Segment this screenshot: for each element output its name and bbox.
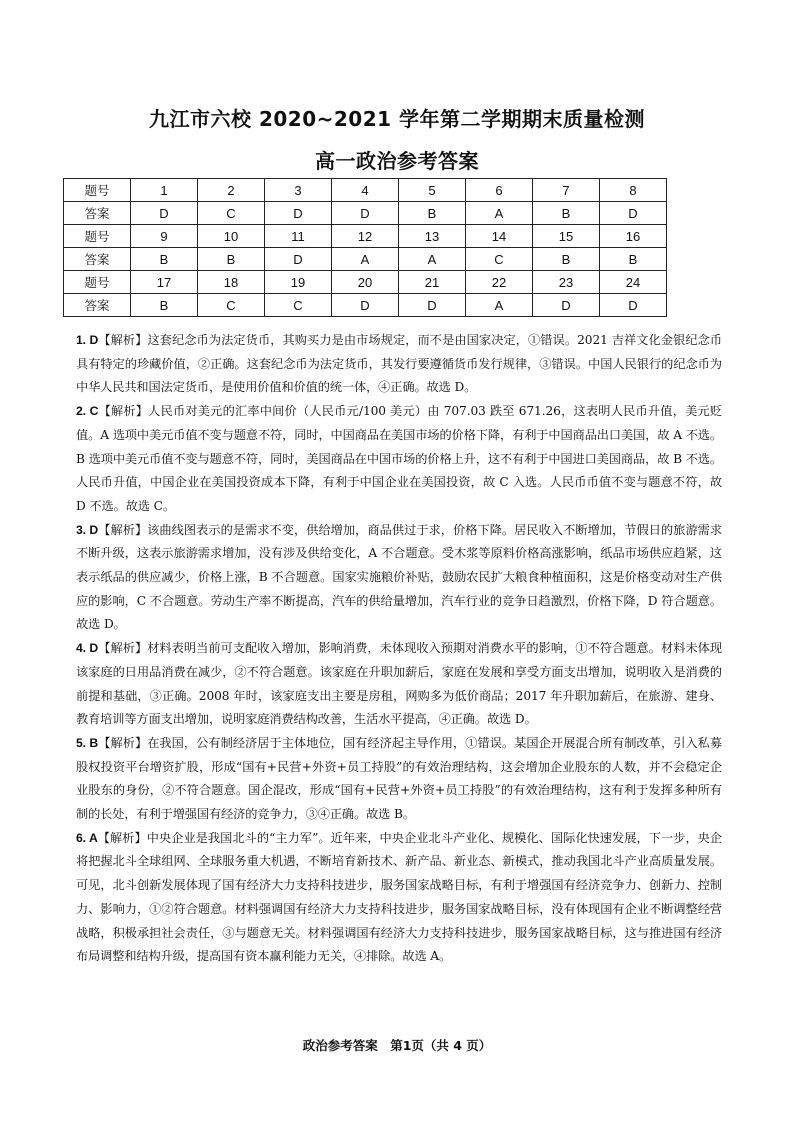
row-header-cell: 题号 [64,179,131,202]
explanation-paragraph [76,519,722,638]
table-cell: 11 [265,225,332,248]
row-header-cell: 题号 [64,225,131,248]
explanation-text: 【解析】该曲线图表示的是需求不变，供给增加，商品供过于求，价格下降。居民收入不断增加，节假日的旅游需求不断升级，这表示旅游需求增加，没有涉及供给变化，A 不合题意。受木浆等原料价格高涨影响，纸品市场供应趋紧，这表示纸品的供应减少，价格上涨，B 不合题意。国家实施粮价补贴，鼓励农民扩大粮食种植面积，这是价格变动对生产供应的影响，C 不合题意。劳动生产率不断提高，汽车的供给量增加，汽车行业的竞争日趋激烈，价格下降，D 符合题意。故选 D。 [76,522,723,632]
answer-table-row [64,202,667,225]
table-cell: C [198,202,265,225]
table-cell: D [265,202,332,225]
explanation-paragraph [76,400,722,519]
table-cell: 15 [533,225,600,248]
table-cell: 24 [600,271,667,294]
answer-table-row [64,271,667,294]
table-cell: 8 [600,179,667,202]
table-cell: 18 [198,271,265,294]
table-cell: D [265,248,332,271]
explanation-paragraph [76,329,722,400]
explanation-text: 【解析】中央企业是我国北斗的“主力军”。近年来，中央企业北斗产业化、规模化、国际化快速发展，下一步，央企将把握北斗全球组网、全球服务重大机遇，不断培育新技术、新产品、新业态、新模式，推动我国北斗产业高质量发展。可见，北斗创新发展体现了国有经济大力支持科技进步，服务国家战略目标，有利于增强国有经济竞争力、创新力、控制力、影响力，①②符合题意。材料强调国有经济大力支持科技进步，服务国家战略目标，没有体现国有企业不断调整经营战略，积极承担社会责任，③与题意无关。材料强调国有经济大力支持科技进步，服务国家战略目标，这与推进国有经济布局调整和结构升级，提高国有资本赢利能力无关，④排除。故选 A。 [76,830,723,964]
table-cell: D [332,202,399,225]
explanations [76,329,722,969]
table-cell: 14 [466,225,533,248]
explanation-text: 【解析】材料表明当前可支配收入增加，影响消费，未体现收入预期对消费水平的影响，①不符合题意。材料未体现该家庭的日用品消费在减少，②不符合题意。该家庭在升职加薪后，家庭在发展和享受方面支出增加，说明收入是消费的前提和基础，③正确。2008 年时，该家庭支出主要是房租，网购多为低价商品；2017 年升职加薪后，在旅游、建身、教育培训等方面支出增加，说明家庭消费结构改善，生活水平提高，④正确。故选 D。 [76,641,723,727]
table-cell: 23 [533,271,600,294]
explanation-text: 【解析】人民币对美元的汇率中间价（人民币元/100 美元）由 707.03 跌至 671.26，这表明人民币升值，美元贬值。A 选项中美元币值不变与题意不符，同时，中国商品在美国市场的价格下降，有利于中国商品出口美国，故 A 不选。B 选项中美元币值不变与题意不符，同时，美国商品在中国市场的价格上升，这不有利于中国进口美国商品，故 B 不选。人民币升值，中国企业在美国投资成本下降，有利于中国企业在美国投资，故 C 入选。人民币币值不变与题意不符，故 D 不选。故选 C。 [76,404,722,513]
table-cell: A [399,248,466,271]
table-cell: D [131,202,198,225]
table-cell: 12 [332,225,399,248]
table-cell: B [131,294,198,317]
row-header-cell: 答案 [64,202,131,225]
table-cell: 19 [265,271,332,294]
question-answer-label: 2. C [76,404,99,419]
row-header-cell: 答案 [64,248,131,271]
question-answer-label: 6. A [76,830,98,845]
row-header-cell: 题号 [64,271,131,294]
explanation-paragraph [76,827,722,969]
explanation-paragraph [76,637,722,732]
table-cell: A [466,294,533,317]
table-cell: 21 [399,271,466,294]
table-cell: B [600,248,667,271]
question-answer-label: 5. B [76,735,99,750]
question-answer-label: 4. D [76,641,99,656]
table-cell: 10 [198,225,265,248]
question-answer-label: 3. D [76,522,99,537]
table-cell: D [399,294,466,317]
table-cell: 16 [600,225,667,248]
table-cell: B [533,248,600,271]
question-answer-label: 1. D [76,333,99,347]
table-cell: 9 [131,225,198,248]
table-cell: 6 [466,179,533,202]
table-cell: D [332,294,399,317]
table-cell: 3 [265,179,332,202]
table-cell: C [265,294,332,317]
explanation-text: 【解析】在我国，公有制经济居于主体地位，国有经济起主导作用，①错误。某国企开展混合所有制改革，引入私募股权投资平台增资扩股，形成“国有+民营+外资+员工持股”的有效治理结构，这会增加企业股东的人数，并不会稳定企业股东的身份，②不符合题意。国企混改，形成“国有+民营+外资+员工持股”的有效治理结构，这有利于发挥多种所有制的长处，有利于增强国有经济的竞争力，③④正确。故选 B。 [76,735,723,822]
table-cell: D [600,294,667,317]
explanation-paragraph [76,732,722,827]
table-cell: 13 [399,225,466,248]
answer-table-row [64,225,667,248]
table-cell: D [600,202,667,225]
table-cell: A [466,202,533,225]
table-cell: 2 [198,179,265,202]
table-cell: B [399,202,466,225]
table-cell: 1 [131,179,198,202]
table-cell: A [332,248,399,271]
document-title: 九江市六校 2020~2021 学年第二学期期末质量检测 [148,107,645,131]
table-cell: D [533,294,600,317]
table-cell: B [533,202,600,225]
answer-table-row [64,294,667,317]
table-cell: 20 [332,271,399,294]
table-cell: 7 [533,179,600,202]
table-cell: B [131,248,198,271]
page-footer: 政治参考答案 第1页（共 4 页） [302,1038,492,1053]
row-header-cell: 答案 [64,294,131,317]
table-cell: C [466,248,533,271]
table-cell: 4 [332,179,399,202]
table-cell: B [198,248,265,271]
table-cell: 17 [131,271,198,294]
answer-table [63,178,667,317]
table-cell: 5 [399,179,466,202]
explanation-text: 【解析】这套纪念币为法定货币，其购买力是由市场规定，而不是由国家决定，①错误。2021 吉祥文化金银纪念币具有特定的珍藏价值，②正确。这套纪念币为法定货币，其发行要遵循货币发行规律，③错误。中国人民银行的纪念币为中华人民共和国法定货币，是使用价值和价值的统一体，④正确。故选 D。 [76,333,723,395]
answer-table-row [64,179,667,202]
table-cell: C [198,294,265,317]
answer-table-row [64,248,667,271]
document-subtitle: 高一政治参考答案 [315,149,479,173]
table-cell: 22 [466,271,533,294]
